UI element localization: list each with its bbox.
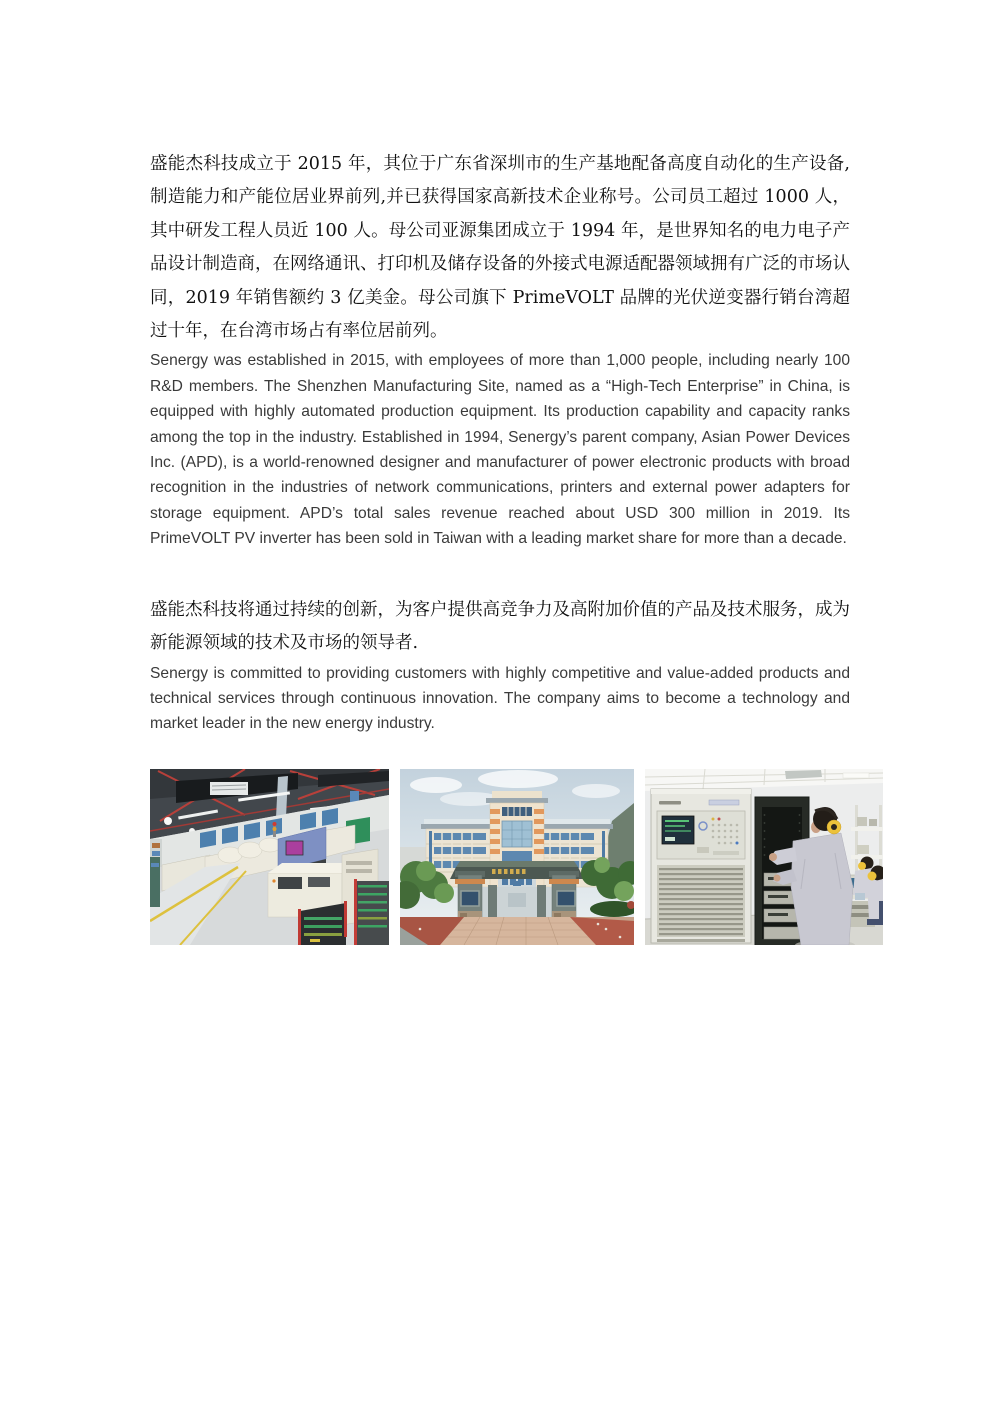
intro-paragraph-zh: 盛能杰科技成立于 2015 年，其位于广东省深圳市的生产基地配备高度自动化的生产设备,制造能力和产能位居业界前列,并已获得国家高新技术企业称号。公司员工超过 1000 人，其中研发工程人员近 100 人。母公司亚源集团成立于 1994 年，是世界知名的电力电子产品设计制造商，在网络通讯、打印机及储存设备的外接式电源适配器领域拥有广泛的市场认同，2019 年销售额约 3 亿美金。母公司旗下 PrimeVOLT 品牌的光伏逆变器行销台湾超过十年，在台湾市场占有率位居前列。: [150, 154, 850, 342]
factory-production-line-photo: [150, 769, 389, 945]
intro-paragraph-en: Senergy was established in 2015, with employees of more than 1,000 people, including nearly 100 R&D members. The Shenzhen Manufacturing Site, named as a “High-Tech Enterprise” in China, is equipped with highly automated production equipment. Its production capability and capacity ranks among the top in the industry. Established in 1994, Senergy’s parent company, Asian Power Devices Inc. (APD), is a world-renowned designer and manufacturer of power electronic products with broad recognition in the industries of network communications, printers and external power adapters for storage equipment. APD’s total sales revenue reached about USD 300 million in 2019. Its PrimeVOLT PV inverter has been sold in Taiwan with a leading market share for more than a decade.: [150, 352, 850, 548]
courtyard-ground: [400, 917, 634, 945]
page-content: [150, 148, 850, 945]
vision-paragraph-en: Senergy is committed to providing customers with highly competitive and value-added products and technical services through continuous innovation. The company aims to become a technology and market leader in the new energy industry.: [150, 664, 850, 733]
chroma-test-cabinet: [651, 789, 751, 943]
headquarters-building-photo: [400, 769, 634, 945]
testing-lab-photo: [645, 769, 883, 945]
photo-row: [150, 769, 850, 945]
vision-paragraph-zh: 盛能杰科技将通过持续的创新，为客户提供高竞争力及高附加价值的产品及技术服务，成为新能源领域的技术及市场的领导者.: [150, 599, 850, 654]
